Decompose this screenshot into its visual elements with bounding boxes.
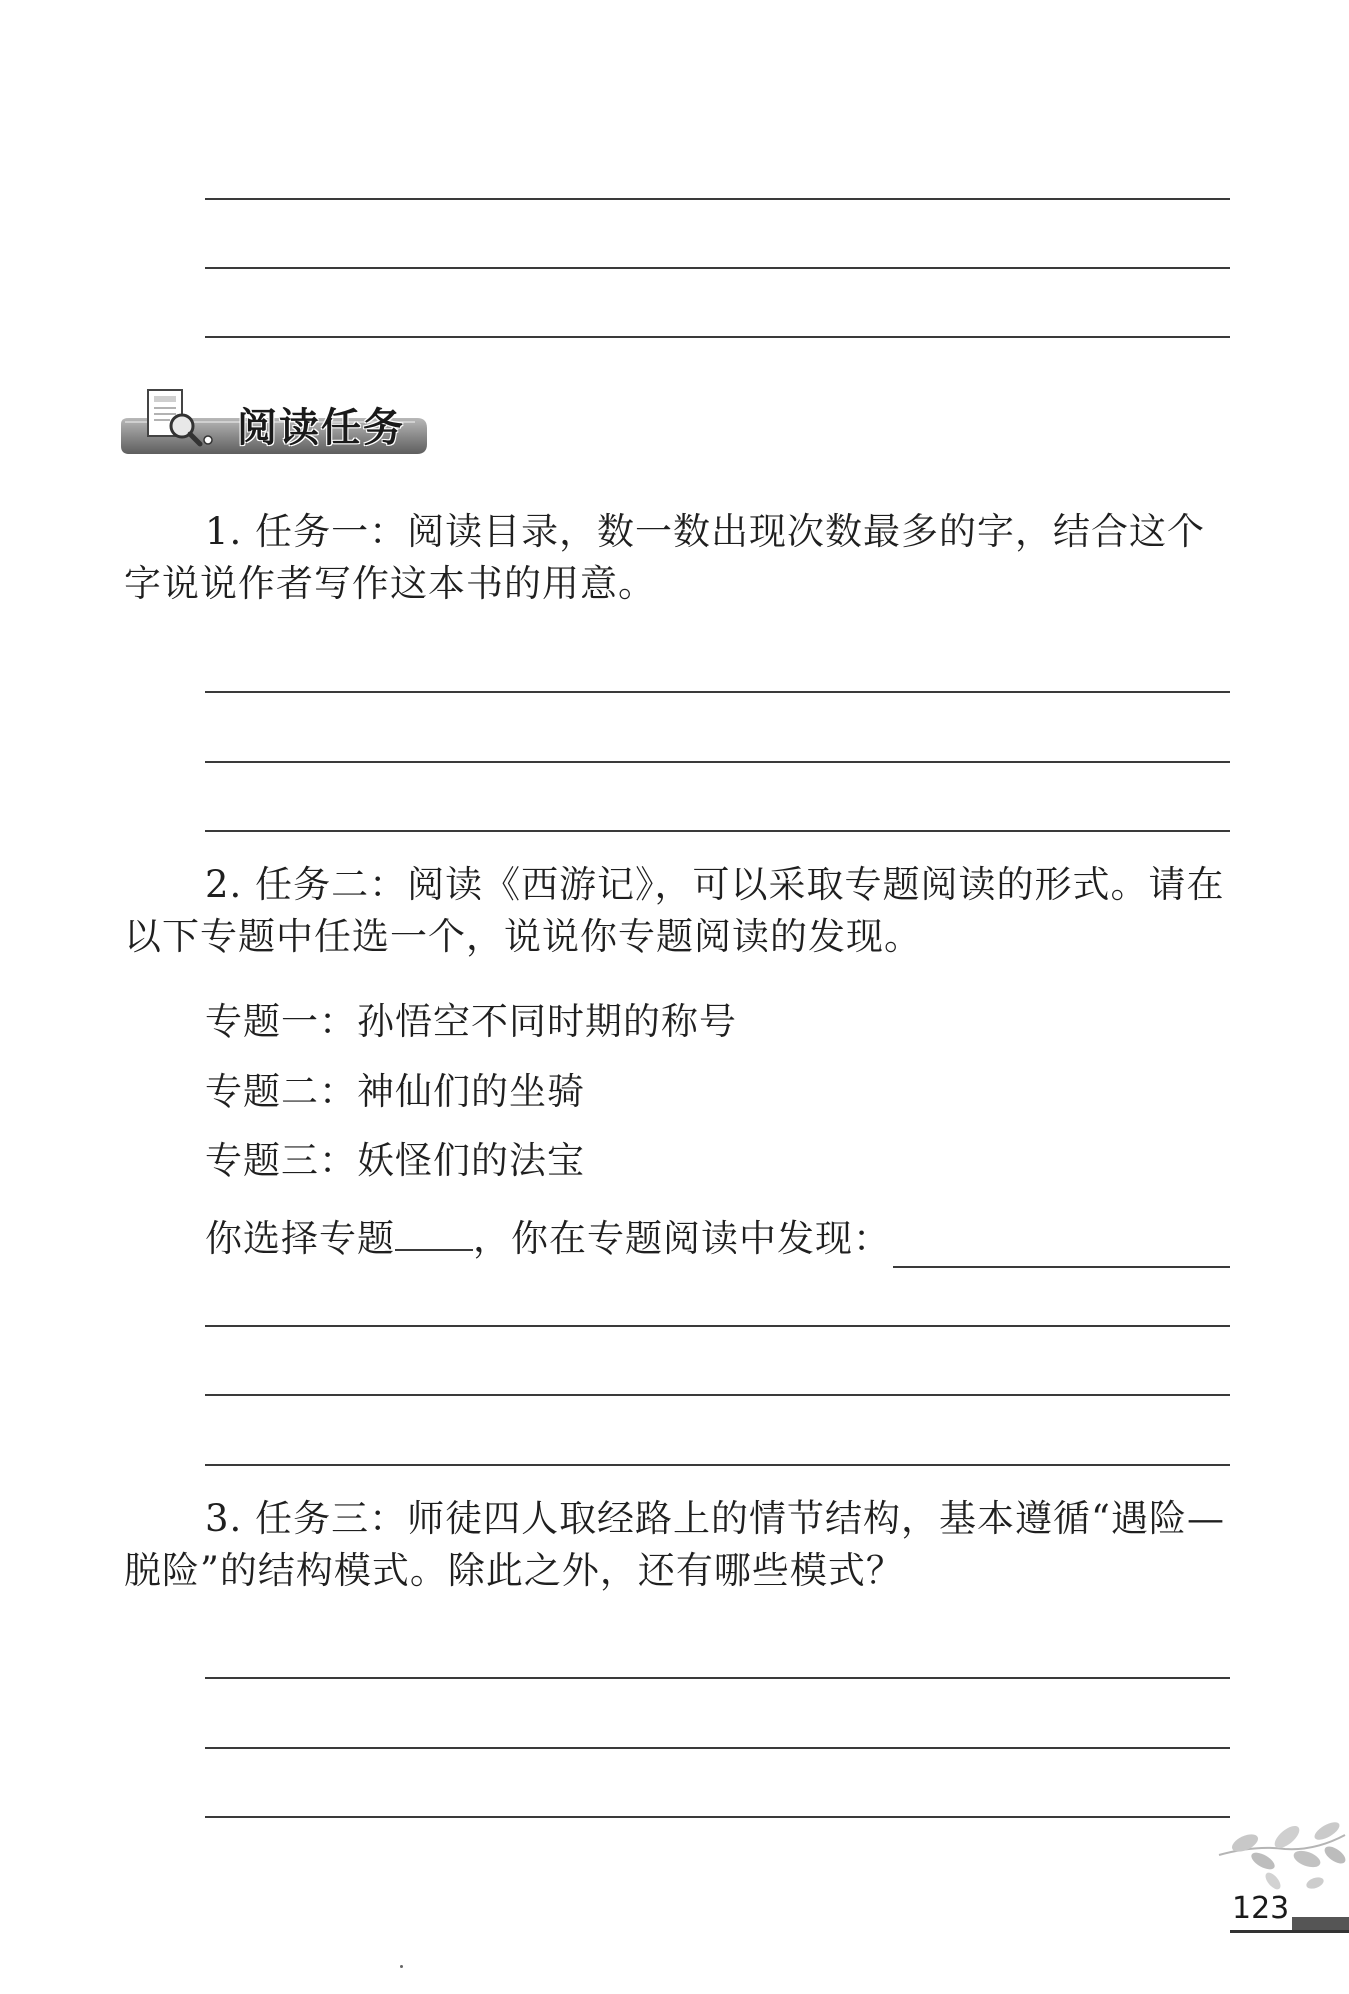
answer-line[interactable] (205, 691, 1230, 693)
prompt-before: 你选择专题 (205, 1217, 395, 1260)
task-1-text: 1. 任务一：阅读目录，数一数出现次数最多的字，结合这个字说说作者写作这本书的用意。 (124, 510, 1206, 605)
topic-item: 专题二：神仙们的坐骑 (205, 1070, 585, 1113)
page-number-tab (1292, 1917, 1349, 1930)
task-2-intro: 2. 任务二：阅读《西游记》，可以采取专题阅读的形式。请在以下专题中任选一个，说说你专题阅读的发现。 (124, 863, 1225, 958)
answer-line[interactable] (205, 761, 1230, 763)
answer-line[interactable] (205, 1677, 1230, 1679)
topic-item: 专题一：孙悟空不同时期的称号 (205, 1000, 737, 1043)
page-number-underline (1230, 1930, 1349, 1933)
answer-line[interactable] (205, 1325, 1230, 1327)
magnifier-book-icon (140, 386, 220, 456)
answer-line[interactable] (205, 830, 1230, 832)
task-3-text: 3. 任务三：师徒四人取经路上的情节结构，基本遵循“遇险—脱险”的结构模式。除此之外，还有哪些模式？ (124, 1497, 1225, 1592)
section-title: 阅读任务 (237, 405, 405, 451)
answer-line[interactable] (205, 1816, 1230, 1818)
answer-line[interactable] (205, 1747, 1230, 1749)
page-number: 123 (1232, 1891, 1290, 1926)
answer-line[interactable] (205, 336, 1230, 338)
answer-line[interactable] (205, 1394, 1230, 1396)
topic-choice-blank[interactable] (395, 1217, 473, 1251)
print-speck (400, 1965, 403, 1968)
answer-line[interactable] (205, 198, 1230, 200)
topic-choice-prompt (205, 1213, 891, 1265)
leaf-branch-icon (1215, 1815, 1349, 1900)
finding-blank[interactable] (893, 1266, 1230, 1268)
prompt-after: ，你在专题阅读中发现： (473, 1217, 891, 1260)
answer-line[interactable] (205, 1464, 1230, 1466)
answer-line[interactable] (205, 267, 1230, 269)
topic-item: 专题三：妖怪们的法宝 (205, 1139, 585, 1182)
